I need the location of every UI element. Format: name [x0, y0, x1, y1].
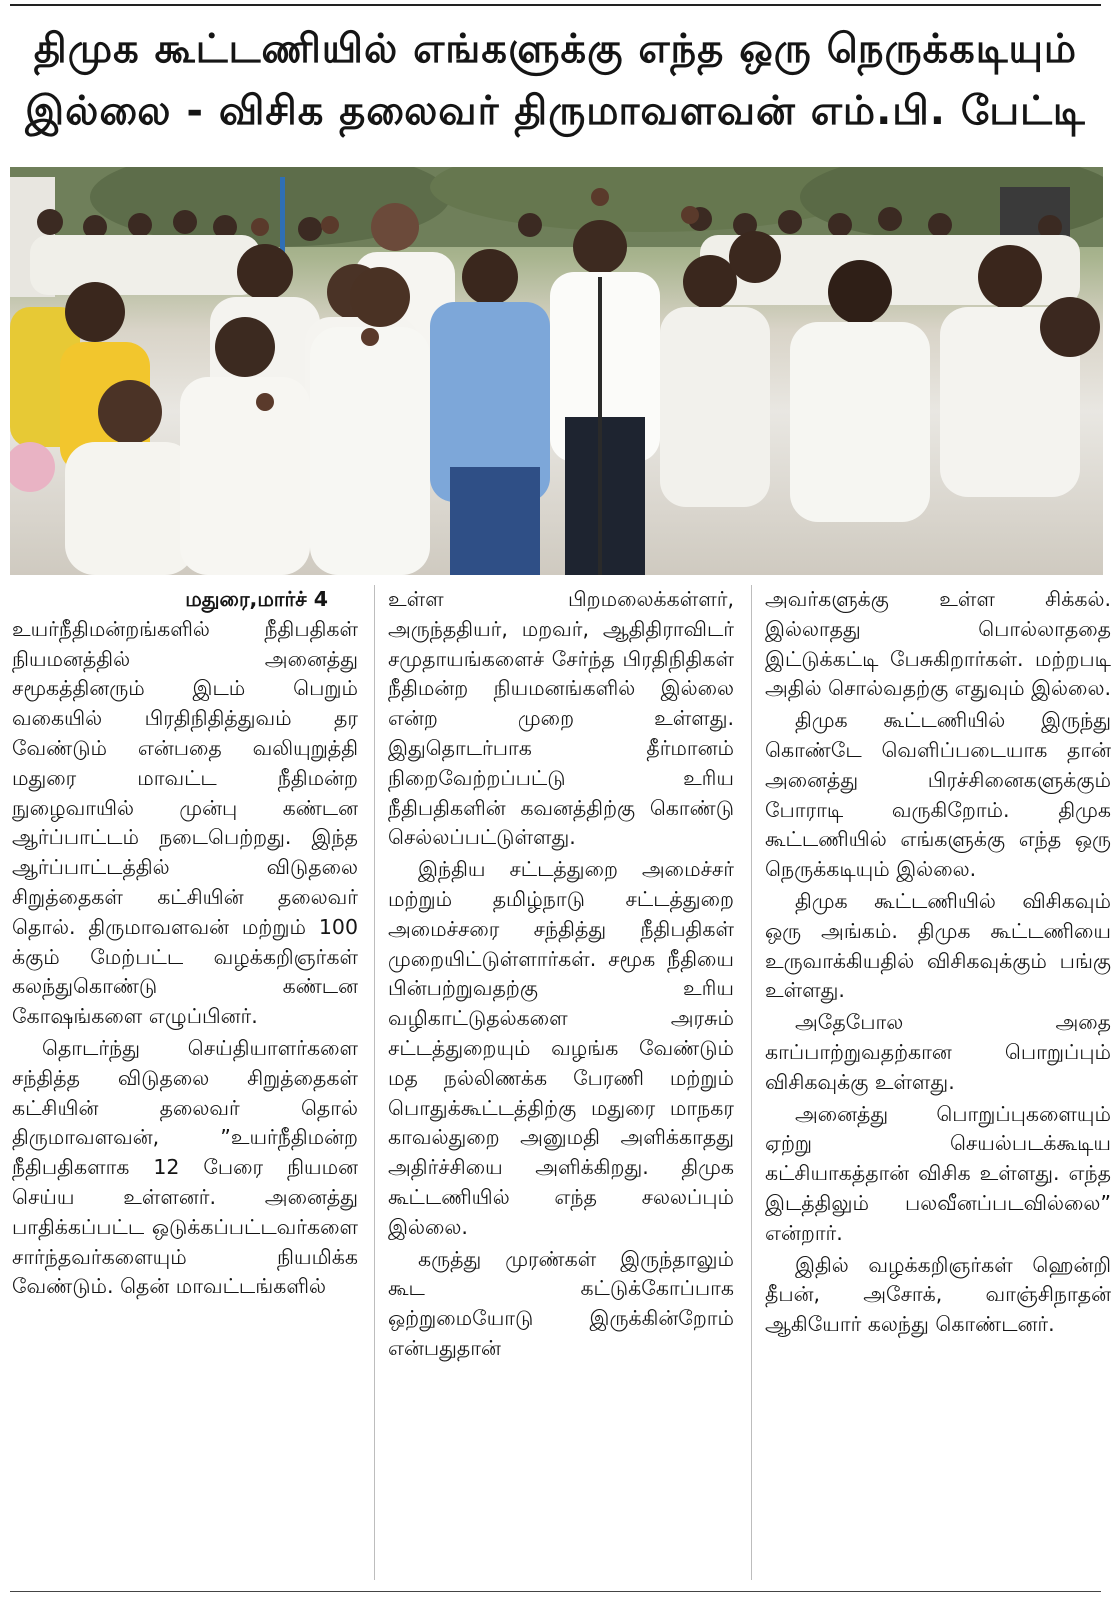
paragraph: உயர்நீதிமன்றங்களில் நீதிபதிகள் நியமனத்தில் அனைத்து சமூகத்தினரும் இடம் பெறும் வகையில் பிரதிநிதித்துவம் தர வேண்டும் என்பதை வலியுறுத்தி மதுரை மாவட்ட நீதிமன்ற நுழைவாயில் முன்பு கண்டன ஆர்ப்பாட்டம் நடைபெற்றது. இந்த ஆர்ப்பாட்டத்தில் விடுதலை சிறுத்தைகள் கட்சியின் தலைவர் தொல். திருமாவளவன் மற்றும் 100 க்கும் மேற்பட்ட வழக்கறிஞர்கள் கலந்துகொண்டு கண்டன கோஷங்களை எழுப்பினர். [12, 616, 358, 1029]
article-column-3 [765, 585, 1111, 1580]
paragraph: தொடர்ந்து செய்தியாளர்களை சந்தித்த விடுதலை சிறுத்தைகள் கட்சியின் தலைவர் தொல் திருமாவளவன், ”உயர்நீதிமன்ற நீதிபதிகளாக 12 பேரை நியமன செய்ய உள்ளனர். அனைத்து பாதிக்கப்பட்ட ஒடுக்கப்பட்டவர்களை சார்ந்தவர்களையும் நியமிக்க வேண்டும். தென் மாவட்டங்களில் [12, 1035, 358, 1299]
top-rule [10, 4, 1101, 6]
article-body [10, 585, 1111, 1585]
paragraph: அதேபோல அதை காப்பாற்றுவதற்கான பொறுப்பும் விசிகவுக்கு உள்ளது. [765, 1010, 1111, 1094]
column-divider [751, 585, 752, 1580]
news-photo [10, 167, 1103, 575]
paragraph: அனைத்து பொறுப்புகளையும் ஏற்று செயல்படக்கூடிய கட்சியாகத்தான் விசிக உள்ளது. எந்த இடத்திலும் பலவீனப்படவில்லை” என்றார். [765, 1101, 1111, 1245]
headline [10, 18, 1101, 153]
paragraph: இந்திய சட்டத்துறை அமைச்சர் மற்றும் தமிழ்நாடு சட்டத்துறை அமைச்சரை சந்தித்து நீதிபதிகள் முறையிட்டுள்ளார்கள். சமூக நீதியை பின்பற்றுவதற்கு உரிய வழிகாட்டுதல்களை அரசும் சட்டத்துறையும் வழங்க வேண்டும் மத நல்லிணக்க பேரணி மற்றும் பொதுக்கூட்டத்திற்கு மதுரை மாநகர காவல்துறை அனுமதி அளிக்காதது அதிர்ச்சியை அளிக்கிறது. திமுக கூட்டணியில் எந்த சலலப்பும் இல்லை. [388, 857, 734, 1239]
paragraph: திமுக கூட்டணியில் விசிகவும் ஒரு அங்கம். திமுக கூட்டணியை உருவாக்கியதில் விசிகவுக்கும் பங்கு உள்ளது. [765, 888, 1111, 1003]
paragraph: உள்ள பிறமலைக்கள்ளர், அருந்ததியர், மறவர், ஆதிதிராவிடர் சமுதாயங்களைச் சேர்ந்த பிரதிநிதிகள் நீதிமன்ற நியமனங்களில் இல்லை என்ற முறை உள்ளது. இதுதொடர்பாக தீர்மானம் நிறைவேற்றப்பட்டு உரிய நீதிபதிகளின் கவனத்திற்கு கொண்டு செல்லப்பட்டுள்ளது. [388, 587, 734, 850]
headline-line-1: திமுக கூட்டணியில் எங்களுக்கு எந்த ஒரு நெருக்கடியும் [33, 26, 1078, 72]
column-divider [374, 585, 375, 1580]
article-column-2 [388, 585, 734, 1580]
headline-line-2: இல்லை - விசிக தலைவர் திருமாவளவன் எம்.பி. பேட்டி [25, 88, 1086, 134]
paragraph: அவர்களுக்கு உள்ள சிக்கல். இல்லாதது பொல்லாததை இட்டுக்கட்டி பேசுகிறார்கள். மற்றபடி அதில் சொல்வதற்கு எதுவும் இல்லை. [765, 587, 1111, 701]
paragraph: கருத்து முரண்கள் இருந்தாலும் கூட கட்டுக்கோப்பாக ஒற்றுமையோடு இருக்கின்றோம் என்பதுதான் [388, 1246, 734, 1360]
dateline: மதுரை,மார்ச் 4 [185, 587, 328, 611]
protest-crowd-illustration [10, 167, 1103, 575]
paragraph: இதில் வழக்கறிஞர்கள் ஹென்றி தீபன், அசோக், வாஞ்சிநாதன் ஆகியோர் கலந்து கொண்டனர். [765, 1252, 1111, 1337]
bottom-rule [10, 1591, 1101, 1592]
article-column-1 [12, 585, 358, 1580]
paragraph: திமுக கூட்டணியில் இருந்து கொண்டே வெளிப்படையாக தான் அனைத்து பிரச்சினைகளுக்கும் போராடி வருகிறோம். திமுக கூட்டணியில் எங்களுக்கு எந்த ஒரு நெருக்கடியும் இல்லை. [765, 708, 1111, 882]
